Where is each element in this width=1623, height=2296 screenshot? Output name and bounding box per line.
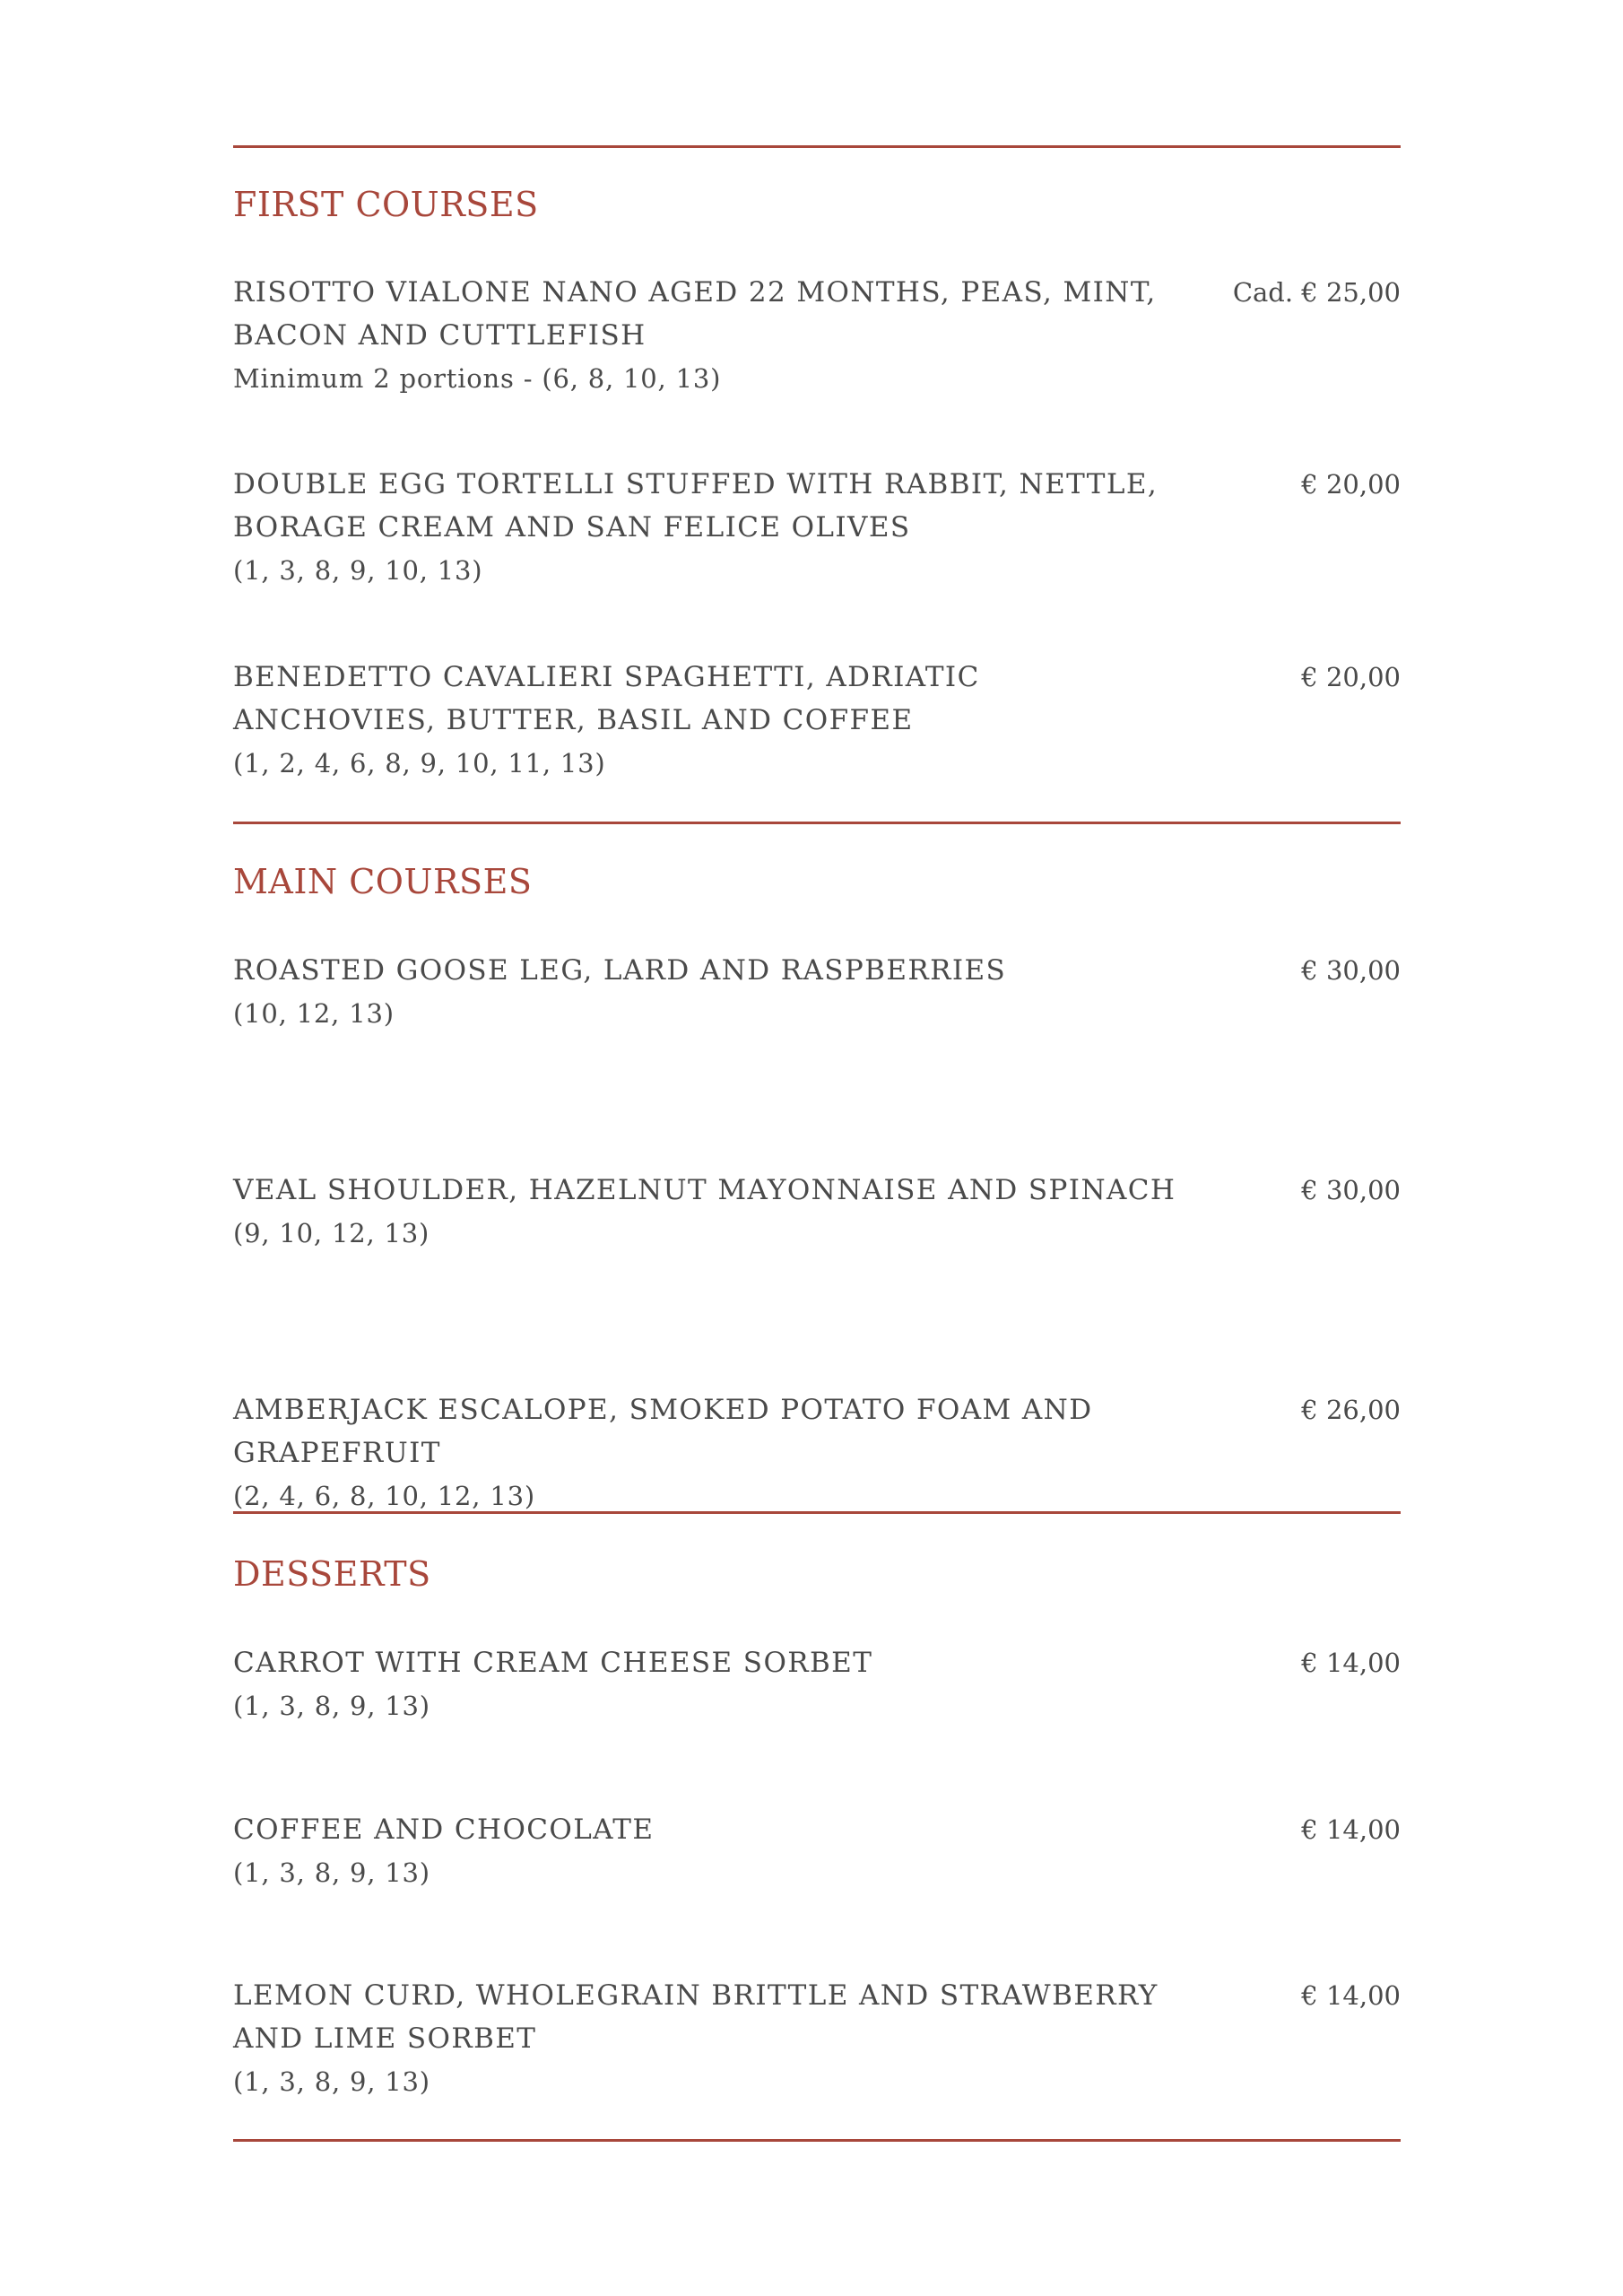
menu-item-name: ROASTED GOOSE LEG, LARD AND RASPBERRIES (233, 954, 1007, 987)
menu-item (233, 656, 1401, 785)
menu-item-price: € 20,00 (1301, 469, 1401, 500)
menu-item-name: CARROT WITH CREAM CHEESE SORBET (233, 1647, 873, 1679)
section-title-desserts: DESSERTS (233, 1554, 431, 1594)
menu-item-price: Cad. € 25,00 (1232, 277, 1401, 308)
menu-item (233, 1169, 1401, 1255)
section-divider (233, 2139, 1401, 2142)
menu-item-price: € 20,00 (1301, 662, 1401, 692)
menu-item-allergens: (1, 3, 8, 9, 13) (233, 1857, 430, 1888)
section-divider (233, 822, 1401, 824)
menu-item (233, 949, 1401, 1035)
menu-item (233, 463, 1401, 592)
menu-item-price: € 30,00 (1301, 1175, 1401, 1205)
menu-item-allergens: (1, 2, 4, 6, 8, 9, 10, 11, 13) (233, 748, 606, 778)
menu-item-name: BENEDETTO CAVALIERI SPAGHETTI, ADRIATIC ANCHOVIES, BUTTER, BASIL AND COFFEE (233, 661, 980, 736)
section-divider (233, 145, 1401, 148)
menu-item-allergens: (1, 3, 8, 9, 13) (233, 1691, 430, 1721)
section-title-main-courses: MAIN COURSES (233, 862, 533, 901)
menu-item-name: DOUBLE EGG TORTELLI STUFFED WITH RABBIT, NETTLE, BORAGE CREAM AND SAN FELICE OLIVES (233, 468, 1159, 544)
menu-item (233, 1974, 1401, 2103)
section-divider (233, 1511, 1401, 1514)
menu-item (233, 1641, 1401, 1727)
menu-item-allergens: Minimum 2 portions - (6, 8, 10, 13) (233, 363, 722, 394)
menu-item-name: COFFEE AND CHOCOLATE (233, 1813, 655, 1846)
menu-item-price: € 26,00 (1301, 1395, 1401, 1425)
menu-item-allergens: (1, 3, 8, 9, 13) (233, 2066, 430, 2097)
menu-item-allergens: (9, 10, 12, 13) (233, 1218, 430, 1248)
menu-item-price: € 30,00 (1301, 955, 1401, 986)
menu-item (233, 271, 1401, 400)
menu-item-allergens: (2, 4, 6, 8, 10, 12, 13) (233, 1481, 535, 1511)
menu-item-name: AMBERJACK ESCALOPE, SMOKED POTATO FOAM AND GRAPEFRUIT (233, 1394, 1093, 1469)
menu-item-allergens: (10, 12, 13) (233, 998, 395, 1029)
menu-item (233, 1808, 1401, 1894)
menu-item-price: € 14,00 (1301, 1648, 1401, 1678)
menu-page (233, 0, 1401, 2296)
menu-item-name: RISOTTO VIALONE NANO AGED 22 MONTHS, PEAS, MINT, BACON AND CUTTLEFISH (233, 276, 1157, 352)
menu-item-price: € 14,00 (1301, 1814, 1401, 1845)
section-title-first-courses: FIRST COURSES (233, 185, 539, 224)
menu-item-allergens: (1, 3, 8, 9, 10, 13) (233, 555, 483, 586)
menu-item-name: VEAL SHOULDER, HAZELNUT MAYONNAISE AND SPINACH (233, 1174, 1176, 1206)
menu-item-price: € 14,00 (1301, 1980, 1401, 2011)
menu-item-name: LEMON CURD, WHOLEGRAIN BRITTLE AND STRAWBERRY AND LIME SORBET (233, 1979, 1159, 2055)
menu-item (233, 1388, 1401, 1518)
